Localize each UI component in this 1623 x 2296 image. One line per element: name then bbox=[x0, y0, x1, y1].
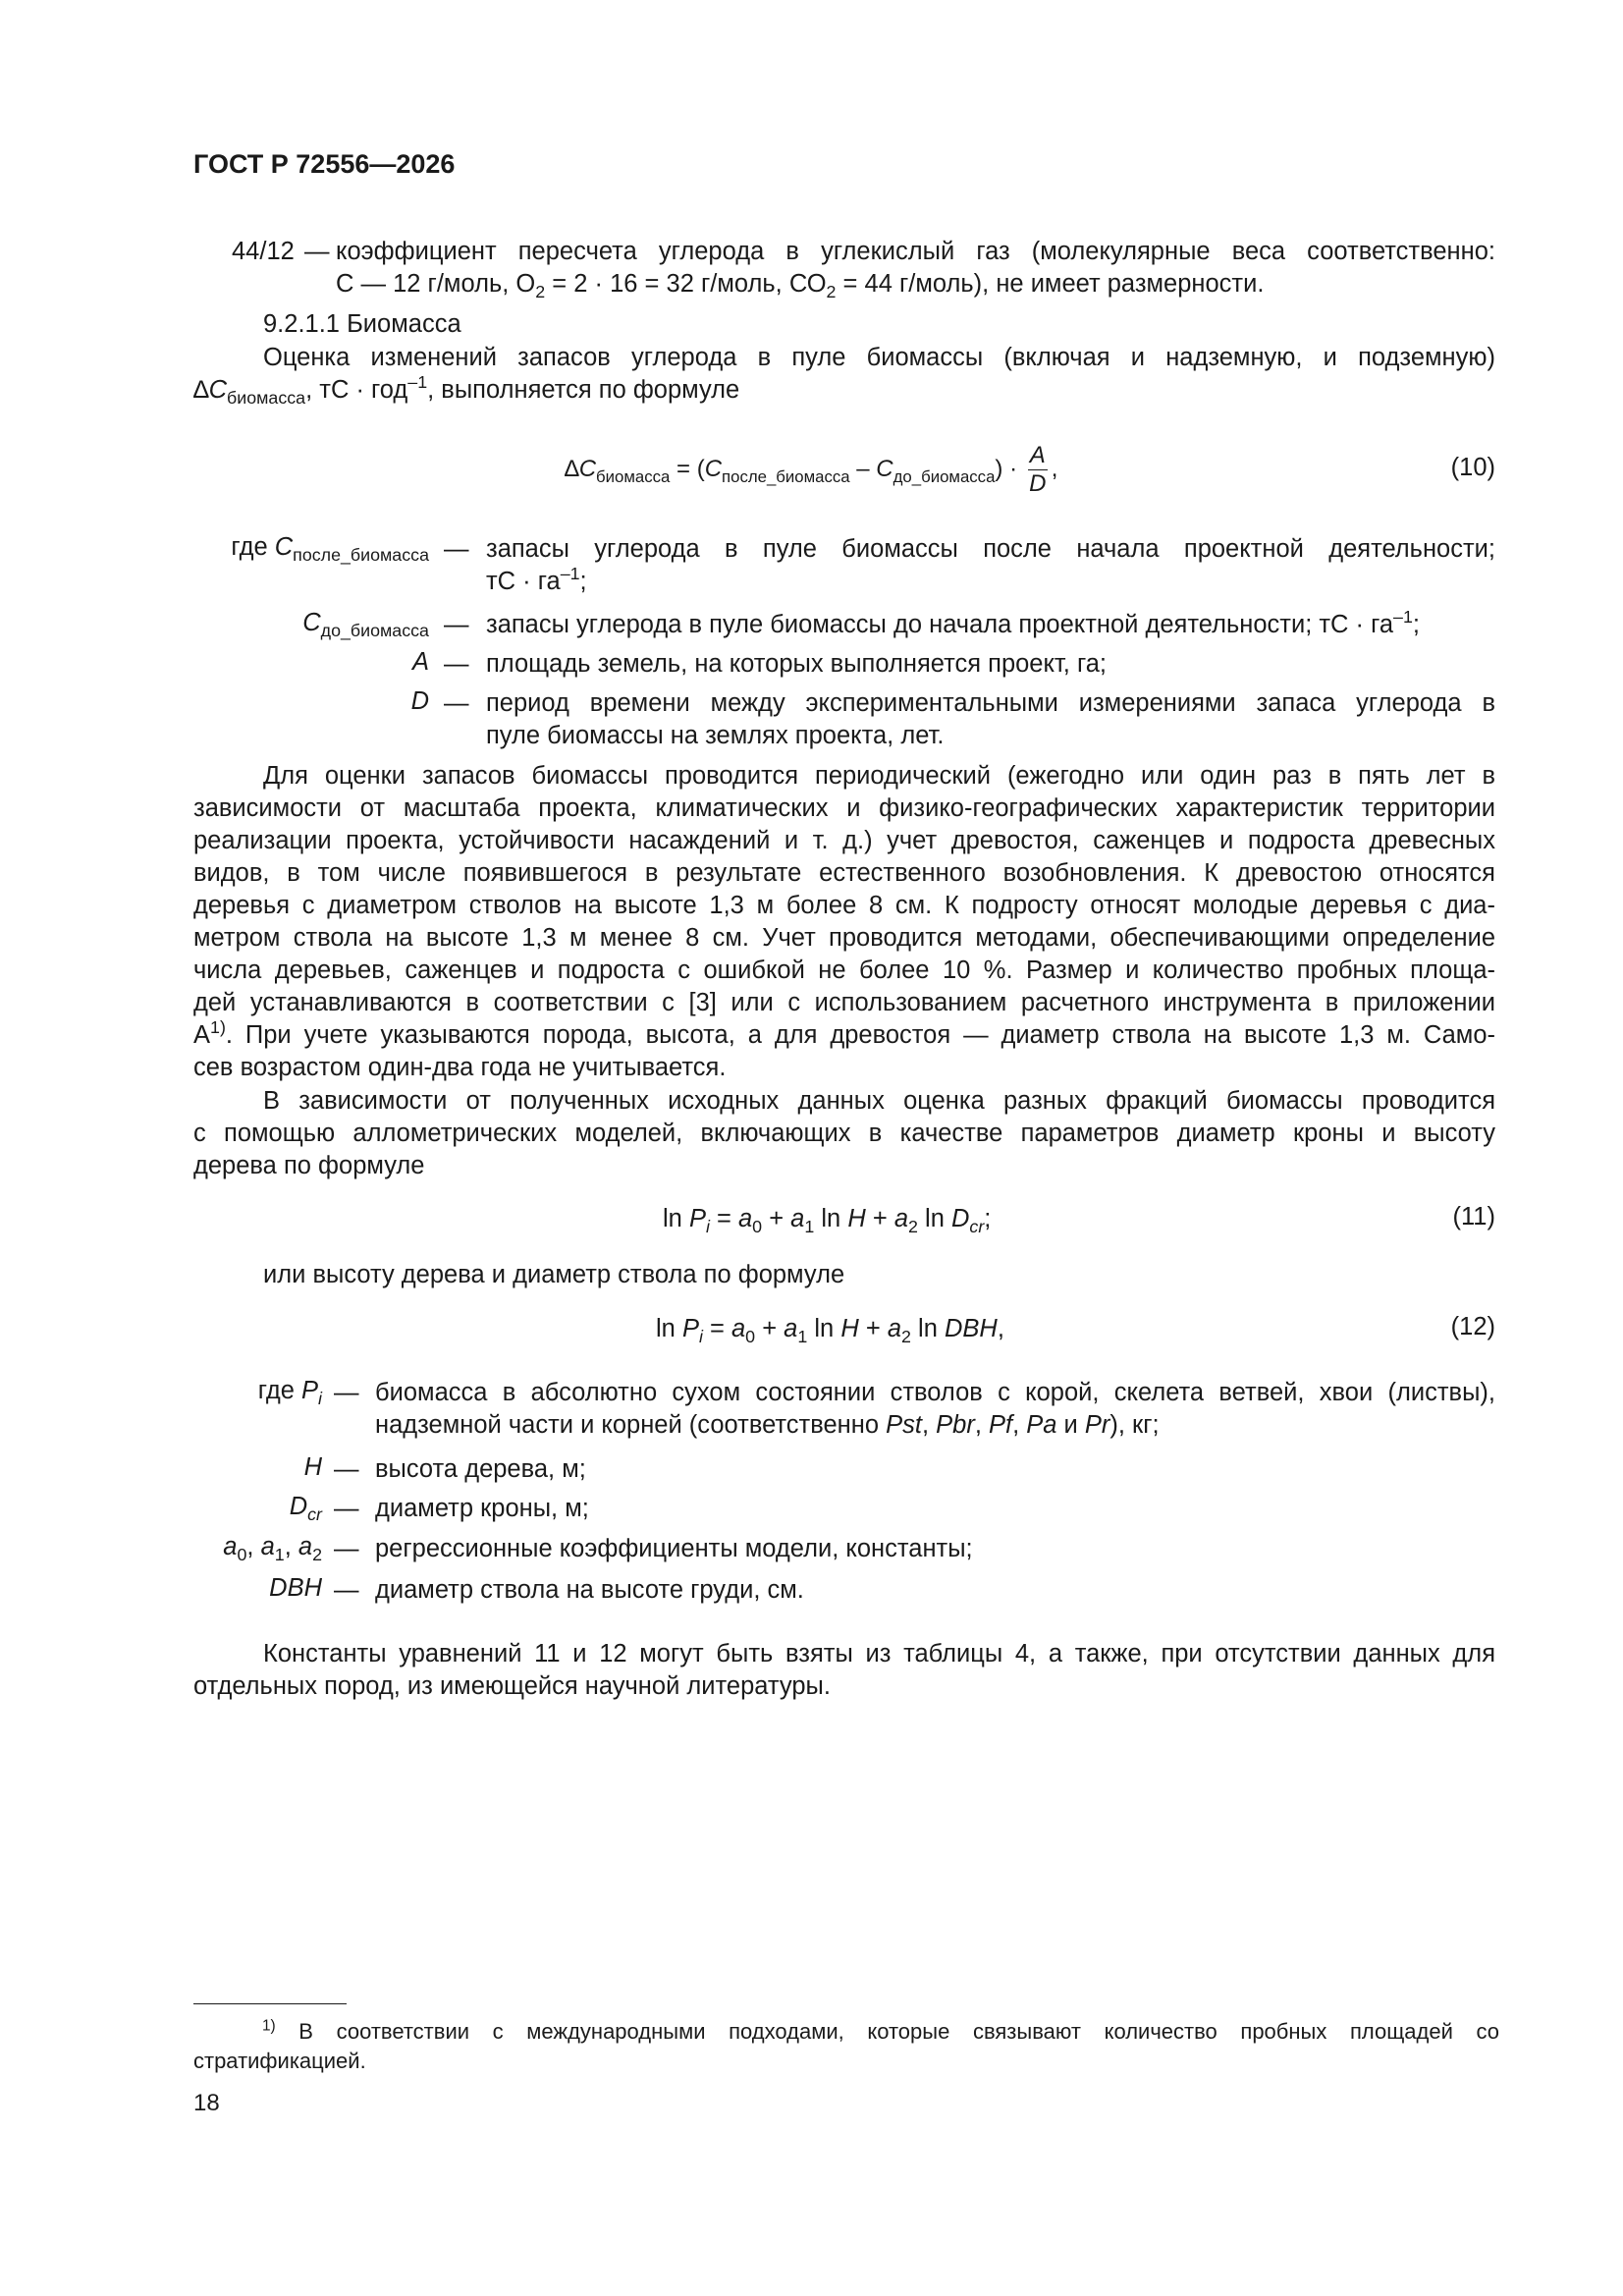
document-header: ГОСТ Р 72556—2026 bbox=[193, 149, 456, 179]
def-a-text: площадь земель, на которых выполняется проект, га; bbox=[486, 650, 1107, 678]
para1-line-9: $А^{1)}$. При учете указываются порода, высота, а для древостоя — диаметр ствола на высоте 1,3 м. Само- bbox=[193, 1017, 1495, 1049]
def-a-coefs: $a_0$, $a_1$, $a_2$ bbox=[223, 1533, 322, 1565]
or-line: или высоту дерева и диаметр ствола по формуле bbox=[263, 1261, 845, 1288]
para2-line: дерева по формуле bbox=[193, 1152, 425, 1179]
def-dash: — bbox=[334, 1576, 359, 1604]
intro-line2: $\Delta C_{биомасса}$, тС · год$^{-1}$, выполняется по формуле bbox=[193, 372, 740, 409]
equation-number-10: (10) bbox=[1450, 454, 1495, 481]
def-h-text: высота дерева, м; bbox=[375, 1455, 586, 1483]
def-dbh: DBH bbox=[269, 1574, 322, 1602]
page-number: 18 bbox=[193, 2090, 220, 2116]
def-dcr-text: диаметр кроны, м; bbox=[375, 1495, 589, 1522]
def-dash: — bbox=[334, 1379, 359, 1406]
def-c-posle-text1: запасы углерода в пуле биомассы после начала проектной деятельности; bbox=[486, 535, 1495, 563]
footnote-ref[interactable]: 1) bbox=[210, 1017, 226, 1038]
section-title: 9.2.1.1 Биомасса bbox=[263, 310, 461, 338]
formula-10: $\Delta C_{биомасса} = (C_{после\_биомасса} - C_{до\_биомасса})$ · $\frac{A}{D}$ , bbox=[565, 442, 1058, 498]
def-h: H bbox=[303, 1453, 322, 1481]
para1-line: деревья с диаметром стволов на высоте 1,3 м более 8 см. К подросту относят молодые деревья с диа- bbox=[193, 892, 1495, 919]
def-pi: где $P_i$ bbox=[257, 1377, 322, 1409]
formula-11: $\ln P_i = a_0 + a_1$ $\ln H + a_2$ $\ln D_{cr}$; bbox=[663, 1205, 992, 1237]
para3-line: Константы уравнений 11 и 12 могут быть взяты из таблицы 4, а также, при отсутствии данных для bbox=[263, 1640, 1495, 1667]
def-term-44-12: 44/12 bbox=[232, 238, 295, 265]
def-a-coefs-text: регрессионные коэффициенты модели, константы; bbox=[375, 1535, 973, 1562]
para1-line: числа деревьев, саженцев и подроста с ошибкой не более 10 %. Размер и количество пробных площа- bbox=[193, 957, 1495, 984]
def-dash: — bbox=[334, 1455, 359, 1483]
footnote-separator bbox=[193, 2003, 347, 2004]
def-dbh-text: диаметр ствола на высоте груди, см. bbox=[375, 1576, 804, 1604]
def-d: D bbox=[410, 687, 429, 715]
formula-12: $\ln P_i = a_0 + a_1$ $\ln H + a_2$ ln DBH, bbox=[656, 1315, 1004, 1347]
equation-number-12: (12) bbox=[1450, 1313, 1495, 1340]
def-pi-line2: надземной части и корней (соответственно Pst, Pbr, Pf, Pa и Pr), кг; bbox=[375, 1411, 1160, 1439]
def-a: A bbox=[411, 648, 429, 676]
para1-line: Для оценки запасов биомассы проводится периодический (ежегодно или один раз в пять лет в bbox=[263, 762, 1495, 790]
equation-number-11: (11) bbox=[1452, 1203, 1495, 1230]
def-c-do-text: запасы углерода в пуле биомассы до начала проектной деятельности; тС · $га^{-1}$; bbox=[486, 607, 1420, 638]
def-dash: — bbox=[444, 611, 469, 638]
def-c-posle-text2: тС · $га^{-1}$; bbox=[486, 564, 587, 595]
para2-line: с помощью аллометрических моделей, включающих в качестве параметров диаметр кроны и высоту bbox=[193, 1120, 1495, 1147]
para1-line: видов, в том числе появившегося в результате естественного возобновления. К древостою относятся bbox=[193, 859, 1495, 887]
def-c-posle: где $C_{после\_биомасса}$ bbox=[231, 533, 429, 566]
def-dash: — bbox=[444, 689, 469, 717]
para1-line: реализации проекта, устойчивости насаждений и т. д.) учет древостоя, саженцев и подроста древесных bbox=[193, 827, 1495, 854]
def-dash: — bbox=[334, 1535, 359, 1562]
footnote-line1: $^{1)}$ В соответствии с международными подходами, которые связывают количество пробных площадей со bbox=[262, 2017, 1499, 2044]
def-pi-line1: биомасса в абсолютно сухом состоянии стволов с корой, скелета ветвей, хвои (листвы), bbox=[375, 1379, 1495, 1406]
para1-line: зависимости от масштаба проекта, климатических и физико-географических характеристик территории bbox=[193, 794, 1495, 822]
para1-line: дей устанавливаются в соответствии с [3] или с использованием расчетного инструмента в приложении bbox=[193, 989, 1495, 1016]
def-44-12-line2: С — 12 г/моль, $О_2 = 2 \cdot 16 = 32$ г/моль, $СО_2 = 44$ г/моль), не имеет размерности. bbox=[336, 270, 1265, 302]
def-44-12-line1: коэффициент пересчета углерода в углекислый газ (молекулярные веса соответственно: bbox=[336, 238, 1495, 265]
para1-line-10: сев возрастом один-два года не учитывается. bbox=[193, 1054, 727, 1081]
fraction-a-over-d: $\frac{A}{D}$ bbox=[1029, 442, 1047, 498]
def-d-text1: период времени между экспериментальными измерениями запаса углерода в bbox=[486, 689, 1495, 717]
def-d-text2: пуле биомассы на землях проекта, лет. bbox=[486, 722, 945, 749]
para1-line: метром ствола на высоте 1,3 м менее 8 см. Учет проводится методами, обеспечивающими определение bbox=[193, 924, 1495, 952]
para2-line: В зависимости от полученных исходных данных оценка разных фракций биомассы проводится bbox=[263, 1087, 1495, 1115]
intro-line1: Оценка изменений запасов углерода в пуле биомассы (включая и надземную, и подземную) bbox=[263, 344, 1495, 371]
para3-line: отдельных пород, из имеющейся научной литературы. bbox=[193, 1672, 831, 1700]
def-c-do: $C_{до\_биомасса}$ bbox=[302, 609, 429, 641]
def-dash: — bbox=[304, 238, 330, 265]
def-dash: — bbox=[334, 1495, 359, 1522]
footnote-line2: стратификацией. bbox=[193, 2049, 366, 2073]
def-dash: — bbox=[444, 650, 469, 678]
def-dash: — bbox=[444, 535, 469, 563]
def-dcr: $D_{cr}$ bbox=[289, 1493, 322, 1525]
